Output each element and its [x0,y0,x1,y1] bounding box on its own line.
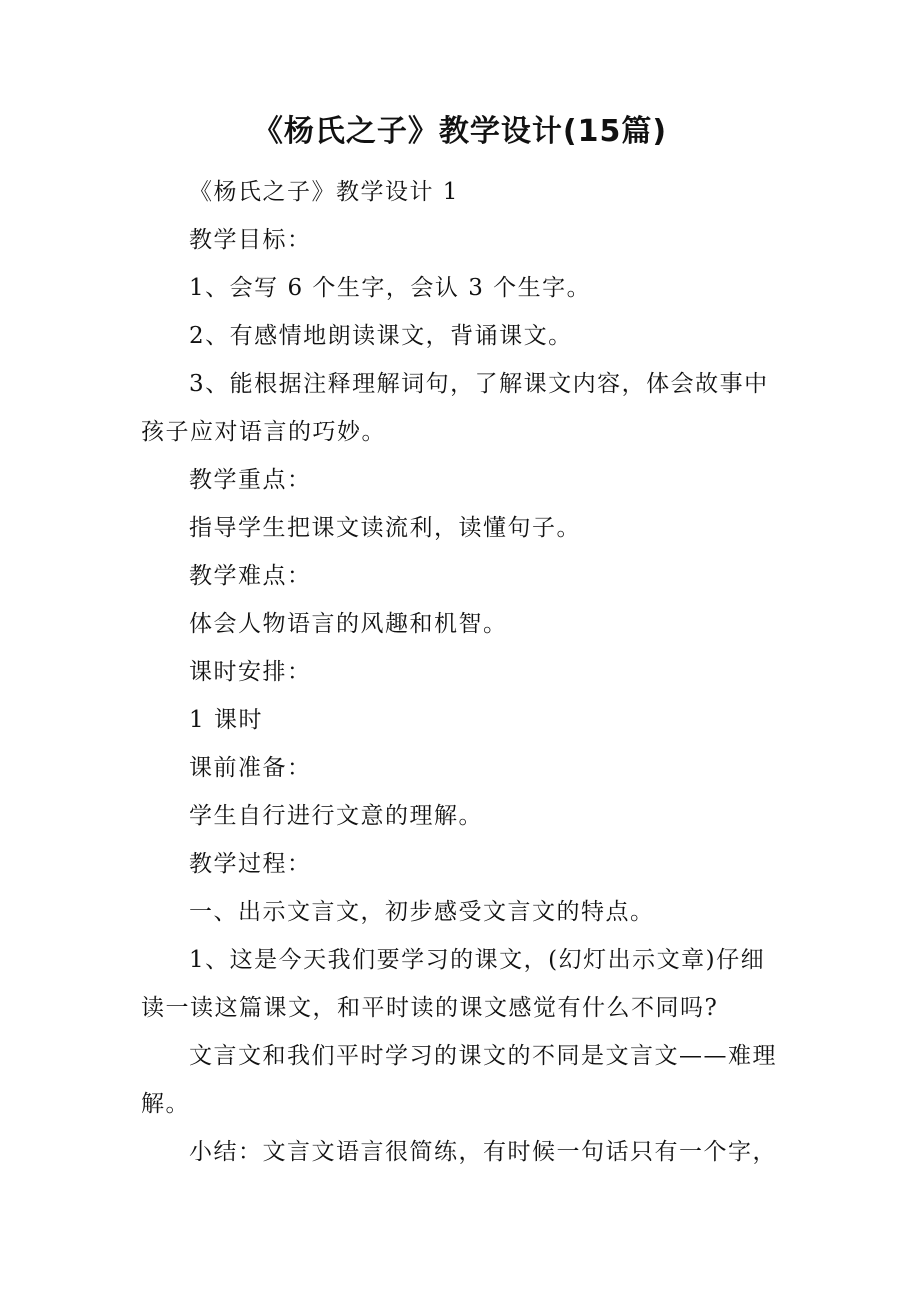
paragraph: 教学重点： [189,467,312,493]
paragraph: 1、会写 6 个生字，会认 3 个生字。 [189,275,592,301]
paragraph: 教学难点： [189,563,312,589]
paragraph: 文言文和我们平时学习的课文的不同是文言文——难理解。 [141,1043,777,1117]
paragraph: 1、这是今天我们要学习的课文，(幻灯出示文章)仔细读一读这篇课文，和平时读的课文感觉有什么不同吗? [141,947,766,1021]
paragraph: 2、有感情地朗读课文，背诵课文。 [189,323,573,349]
paragraph: 教学目标： [189,227,312,253]
paragraph: 《杨氏之子》教学设计 1 [189,179,459,205]
paragraph: 课前准备： [189,755,312,781]
paragraph: 学生自行进行文意的理解。 [189,803,483,829]
paragraph: 指导学生把课文读流利，读懂句子。 [189,515,581,541]
paragraph: 课时安排： [189,659,312,685]
paragraph: 教学过程： [189,851,312,877]
paragraph: 3、能根据注释理解词句，了解课文内容，体会故事中孩子应对语言的巧妙。 [141,371,769,445]
document-body [141,168,781,1176]
paragraph: 体会人物语言的风趣和机智。 [189,611,508,637]
document-title: 《杨氏之子》教学设计(15篇) [252,114,668,149]
paragraph: 一、出示文言文，初步感受文言文的特点。 [189,899,655,925]
paragraph: 小结：文言文语言很简练，有时候一句话只有一个字， [189,1139,777,1165]
paragraph: 1 课时 [189,707,263,733]
